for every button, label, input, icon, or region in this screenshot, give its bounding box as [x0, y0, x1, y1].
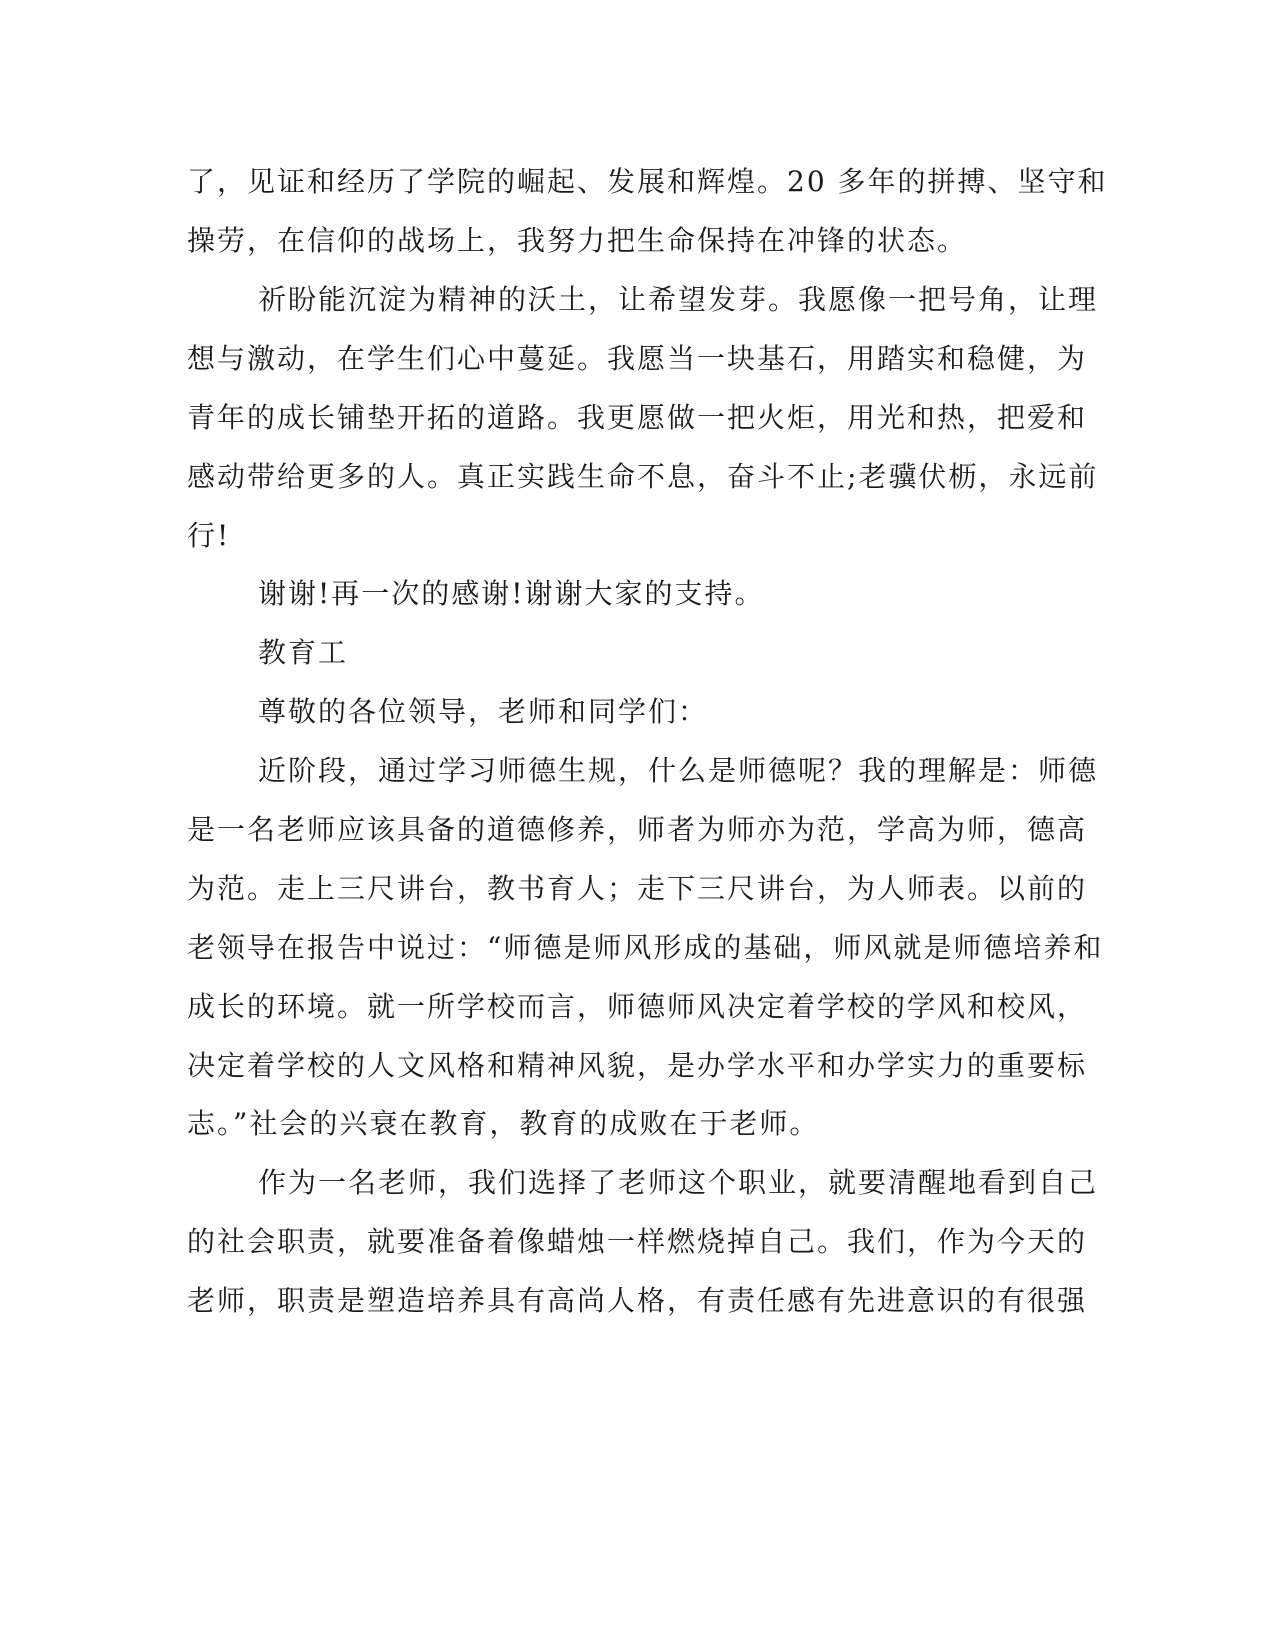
text-line: 操劳，在信仰的战场上，我努力把生命保持在冲锋的状态。: [187, 224, 968, 257]
text-line: 志。”社会的兴衰在教育，教育的成败在于老师。: [187, 1107, 820, 1140]
text-line: 作为一名老师，我们选择了老师这个职业，就要清醒地看到自己: [258, 1166, 1099, 1199]
text-line: 感动带给更多的人。真正实践生命不息，奋斗不止;老骥伏枥，永远前: [187, 460, 1099, 493]
text-line: 老领导在报告中说过：“师德是师风形成的基础，师风就是师德培养和: [187, 931, 1104, 964]
text-line: 成长的环境。就一所学校而言，师德师风决定着学校的学风和校风，: [187, 990, 1088, 1023]
text-line: 为范。走上三尺讲台，教书育人；走下三尺讲台，为人师表。以前的: [187, 872, 1088, 905]
text-line: 老师，职责是塑造培养具有高尚人格，有责任感有先进意识的有很强: [187, 1284, 1088, 1317]
text-line: 近阶段，通过学习师德生规，什么是师德呢？我的理解是：师德: [258, 754, 1099, 787]
text-line: 了，见证和经历了学院的崛起、发展和辉煌。20 多年的拼搏、坚守和: [187, 165, 1108, 198]
text-line: 的社会职责，就要准备着像蜡烛一样燃烧掉自己。我们，作为今天的: [187, 1225, 1088, 1258]
text-line: 青年的成长铺垫开拓的道路。我更愿做一把火炬，用光和热，把爱和: [187, 401, 1088, 434]
text-line: 祈盼能沉淀为精神的沃土，让希望发芽。我愿像一把号角，让理: [258, 283, 1099, 316]
text-line: 尊敬的各位领导，老师和同学们：: [258, 695, 709, 728]
text-line: 决定着学校的人文风格和精神风貌，是办学水平和办学实力的重要标: [187, 1049, 1088, 1082]
text-line: 谢谢!再一次的感谢!谢谢大家的支持。: [258, 577, 765, 610]
text-line: 想与激动，在学生们心中蔓延。我愿当一块基石，用踏实和稳健，为: [187, 342, 1088, 375]
text-line: 是一名老师应该具备的道德修养，师者为师亦为范，学高为师，德高: [187, 813, 1088, 846]
text-line: 教育工: [258, 636, 349, 669]
text-line: 行!: [187, 519, 231, 552]
